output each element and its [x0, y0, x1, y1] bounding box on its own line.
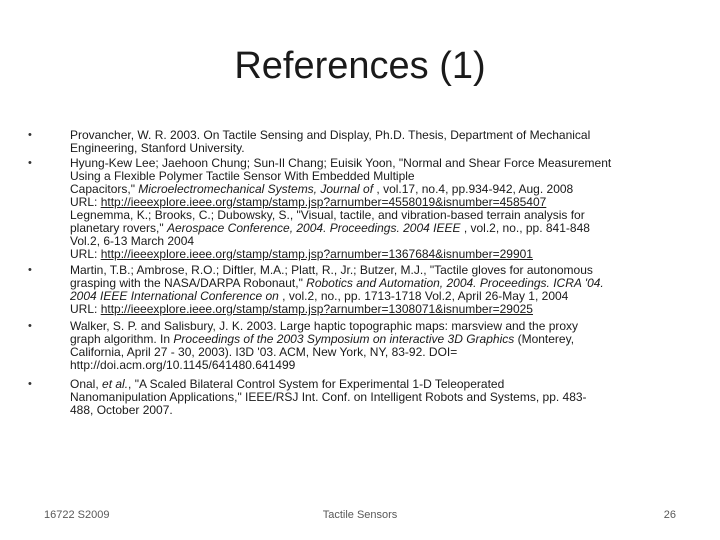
- reference-text: , "A Scaled Bilateral Control System for Experimental 1-D Teleoperated: [128, 377, 505, 391]
- footer-course-code: 16722 S2009: [44, 509, 110, 521]
- reference-text: URL:: [70, 195, 101, 209]
- reference-italic-text: et al.: [102, 377, 129, 391]
- reference-text: Vol.2, 6-13 March 2004: [70, 234, 195, 248]
- reference-text: , vol.2, no., pp. 841-848: [460, 221, 590, 235]
- reference-text: Onal,: [70, 377, 103, 391]
- reference-url-link[interactable]: http://ieeexplore.ieee.org/stamp/stamp.jsp?arnumber=4558019&isnumber=4585407: [100, 195, 547, 209]
- reference-line: [70, 359, 295, 372]
- reference-text: URL:: [70, 302, 101, 316]
- reference-text: Provancher, W. R. 2003. On Tactile Sensing and Display, Ph.D. Thesis, Department of Mechanical: [70, 128, 591, 142]
- reference-text: graph algorithm. In: [70, 332, 174, 346]
- bullet-marker: •: [28, 378, 32, 390]
- bullet-marker: •: [28, 129, 32, 141]
- reference-italic-text: Robotics and Automation, 2004. Proceedings. ICRA '04.: [306, 276, 604, 290]
- reference-text: , vol.17, no.4, pp.934-942, Aug. 2008: [373, 182, 574, 196]
- footer-page-number: 26: [663, 509, 676, 521]
- reference-url-link[interactable]: http://ieeexplore.ieee.org/stamp/stamp.jsp?arnumber=1308071&isnumber=29025: [100, 302, 533, 316]
- reference-italic-text: Aerospace Conference, 2004. Proceedings. 2004 IEEE: [166, 221, 461, 235]
- reference-text: 488, October 2007.: [70, 403, 173, 417]
- bullet-marker: •: [28, 157, 32, 169]
- reference-line: [70, 404, 173, 417]
- reference-text: planetary rovers,": [70, 221, 167, 235]
- reference-text: grasping with the NASA/DARPA Robonaut,": [70, 276, 307, 290]
- reference-url-link[interactable]: http://ieeexplore.ieee.org/stamp/stamp.jsp?arnumber=1367684&isnumber=29901: [100, 247, 533, 261]
- reference-text: URL:: [70, 247, 101, 261]
- reference-text: http://doi.acm.org/10.1145/641480.641499: [70, 358, 296, 372]
- reference-text: , vol.2, no., pp. 1713-1718 Vol.2, April 26-May 1, 2004: [278, 289, 569, 303]
- reference-line: [70, 142, 245, 155]
- reference-text: Nanomanipulation Applications," IEEE/RSJ Int. Conf. on Intelligent Robots and Systems, pp. 483-: [70, 390, 587, 404]
- bullet-marker: •: [28, 264, 32, 276]
- reference-text: Engineering, Stanford University.: [70, 141, 245, 155]
- reference-text: Martin, T.B.; Ambrose, R.O.; Diftler, M.A.; Platt, R., Jr.; Butzer, M.J., "Tactile gloves for autonomous: [70, 263, 593, 277]
- reference-text: (Monterey,: [514, 332, 575, 346]
- footer-topic: Tactile Sensors: [322, 509, 398, 521]
- reference-italic-text: 2004 IEEE International Conference on: [70, 289, 279, 303]
- reference-line: [70, 303, 533, 316]
- reference-text: Capacitors,": [70, 182, 139, 196]
- reference-italic-text: Proceedings of the 2003 Symposium on interactive 3D Graphics: [173, 332, 515, 346]
- reference-text: California, April 27 - 30, 2003). I3D '03. ACM, New York, NY, 83-92. DOI=: [70, 345, 458, 359]
- bullet-marker: •: [28, 320, 32, 332]
- slide-title: References (1): [234, 45, 486, 87]
- reference-text: Hyung-Kew Lee; Jaehoon Chung; Sun-Il Chang; Euisik Yoon, "Normal and Shear Force Measurement: [70, 156, 612, 170]
- reference-text: Legnemma, K.; Brooks, C.; Dubowsky, S., "Visual, tactile, and vibration-based terrain analysis for: [70, 208, 585, 222]
- reference-italic-text: Microelectromechanical Systems, Journal of: [138, 182, 374, 196]
- reference-text: Walker, S. P. and Salisbury, J. K. 2003. Large haptic topographic maps: marsview and the proxy: [70, 319, 579, 333]
- reference-text: Using a Flexible Polymer Tactile Sensor With Embedded Multiple: [70, 169, 415, 183]
- reference-line: [70, 248, 533, 261]
